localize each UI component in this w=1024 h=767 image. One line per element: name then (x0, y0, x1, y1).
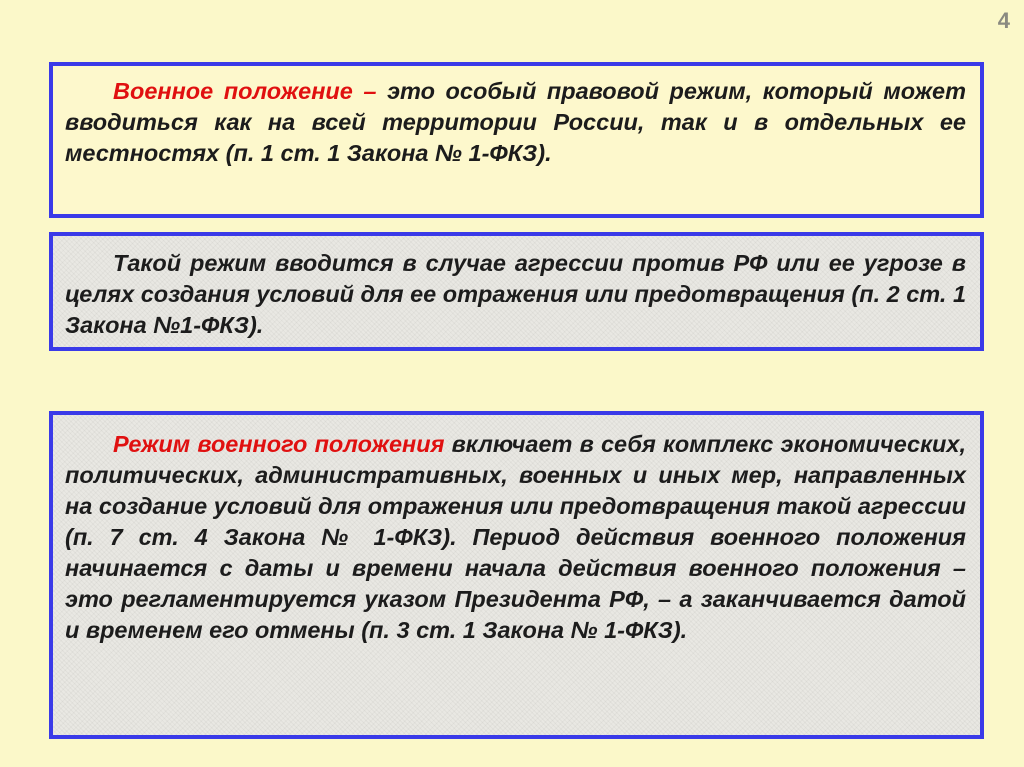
regime-text: включает в себя комплекс экономических, политических, административных, военных и иных мер, направленных на создание условий для отражения или предотвращения такой агрессии (п. 7 ст. 4 Закона № 1-ФКЗ). Период действия военного положения начинается с даты и времени начала действия военного положения – это регламентируется указом Президента РФ, – а заканчивается датой и временем его отмены (п. 3 ст. 1 Закона № 1-ФКЗ). (65, 431, 966, 643)
page-number: 4 (997, 8, 1010, 33)
definition-text: это особый правовой режим, который может вводиться как на всей территории России, так и в отдельных ее местностях (п. 1 ст. 1 Закона № 1-ФКЗ). (65, 78, 967, 166)
introduction-conditions-box (49, 232, 984, 351)
definition-term: Военное положение – (113, 78, 388, 104)
regime-term: Режим военного положения (113, 431, 445, 457)
regime-description-paragraph (65, 429, 966, 646)
definition-box (49, 62, 984, 218)
definition-paragraph (65, 76, 966, 169)
regime-description-box (49, 411, 984, 739)
introduction-conditions-text: Такой режим вводится в случае агрессии против РФ или ее угрозе в целях создания условий для ее отражения или предотвращения (п. 2 ст. 1 Закона №1-ФКЗ). (65, 250, 967, 338)
